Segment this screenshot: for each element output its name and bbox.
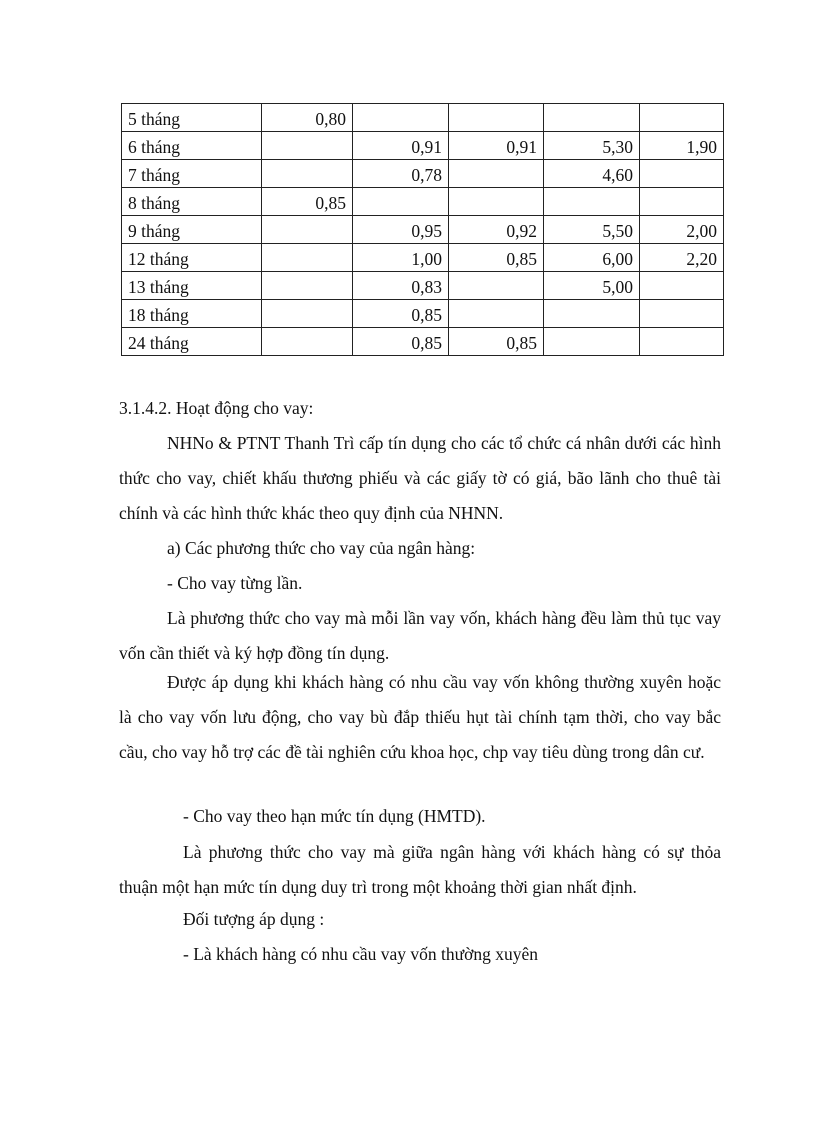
intro-paragraph: NHNo & PTNT Thanh Trì cấp tín dụng cho các tổ chức cá nhân dưới các hình thức cho vay, chiết khấu thương phiếu và các giấy tờ có giá, bão lãnh cho thuê tài chính và các hình thức khác theo quy định của NHNN. [119,433,721,523]
rate-cell: 0,92 [449,216,544,244]
rate-cell: 1,90 [640,132,724,160]
term-cell: 5 tháng [122,104,262,132]
rate-cell [262,132,353,160]
rate-cell [544,300,640,328]
table-row [122,300,724,328]
rate-cell [262,272,353,300]
rate-cell: 0,85 [353,300,449,328]
rate-cell [262,244,353,272]
rate-cell [449,188,544,216]
table-row [122,216,724,244]
method-one-definition: Là phương thức cho vay mà mỗi lần vay vốn, khách hàng đều làm thủ tục vay vốn cần thiết và ký hợp đồng tín dụng. [119,608,721,663]
rate-cell: 5,50 [544,216,640,244]
method-two-definition-block [119,835,721,905]
term-cell: 13 tháng [122,272,262,300]
rate-cell: 4,60 [544,160,640,188]
method-one-title: - Cho vay từng lần. [167,573,303,593]
rate-cell [449,272,544,300]
section-heading-text: 3.1.4.2. Hoạt động cho vay: [119,398,314,418]
sub-heading: a) Các phương thức cho vay của ngân hàng: [167,538,476,558]
table-row [122,188,724,216]
rate-cell: 2,20 [640,244,724,272]
method-two-target: - Là khách hàng có nhu cầu vay vốn thường xuyên [183,944,539,964]
term-cell: 24 tháng [122,328,262,356]
rate-cell [640,272,724,300]
rate-cell: 0,78 [353,160,449,188]
rate-cell [262,300,353,328]
method-two-definition: Là phương thức cho vay mà giữa ngân hàng với khách hàng có sự thỏa thuận một hạn mức tín dụng duy trì trong một khoảng thời gian nhất định. [119,842,721,897]
rate-cell: 0,83 [353,272,449,300]
rate-cell: 5,00 [544,272,640,300]
table-row [122,328,724,356]
rate-cell: 6,00 [544,244,640,272]
rate-cell: 0,85 [262,188,353,216]
term-cell: 6 tháng [122,132,262,160]
term-cell: 18 tháng [122,300,262,328]
rate-cell [449,300,544,328]
method-one-application: Được áp dụng khi khách hàng có nhu cầu vay vốn không thường xuyên hoặc là cho vay vốn lưu động, cho vay bù đắp thiếu hụt tài chính tạm thời, cho vay bắc cầu, cho vay hỗ trợ các đề tài nghiên cứu khoa học, chp vay tiêu dùng trong dân cư. [119,672,721,762]
rate-cell [262,160,353,188]
rate-cell: 0,91 [353,132,449,160]
interest-rate-table [121,103,724,356]
term-cell: 9 tháng [122,216,262,244]
term-cell: 12 tháng [122,244,262,272]
rate-cell [640,328,724,356]
rate-cell: 0,85 [449,244,544,272]
rate-cell: 2,00 [640,216,724,244]
rate-cell [262,216,353,244]
table-row [122,132,724,160]
rate-cell: 0,85 [449,328,544,356]
method-two-title: - Cho vay theo hạn mức tín dụng (HMTD). [183,806,486,826]
method-one-definition-block [119,601,721,671]
method-one-application-block [119,665,721,770]
rate-cell [640,160,724,188]
rate-cell [262,328,353,356]
table-row [122,104,724,132]
rate-cell: 5,30 [544,132,640,160]
rate-cell [449,160,544,188]
rate-cell [544,104,640,132]
table-row [122,272,724,300]
rate-cell [640,188,724,216]
rate-cell: 0,85 [353,328,449,356]
rate-cell: 1,00 [353,244,449,272]
lending-methods-block [119,531,721,601]
intro-paragraph-block [119,426,721,531]
rate-cell [544,188,640,216]
rate-cell [640,300,724,328]
rate-cell [640,104,724,132]
method-two-target-label: Đối tượng áp dụng : [183,909,325,929]
rate-cell: 0,91 [449,132,544,160]
table-row [122,160,724,188]
rate-cell [353,188,449,216]
term-cell: 7 tháng [122,160,262,188]
section-heading [119,391,721,426]
rate-cell: 0,80 [262,104,353,132]
table-row [122,244,724,272]
term-cell: 8 tháng [122,188,262,216]
rate-cell [544,328,640,356]
rate-cell [353,104,449,132]
rate-cell [449,104,544,132]
method-two-target-block [119,902,721,972]
rate-cell: 0,95 [353,216,449,244]
method-two-block [119,799,721,834]
